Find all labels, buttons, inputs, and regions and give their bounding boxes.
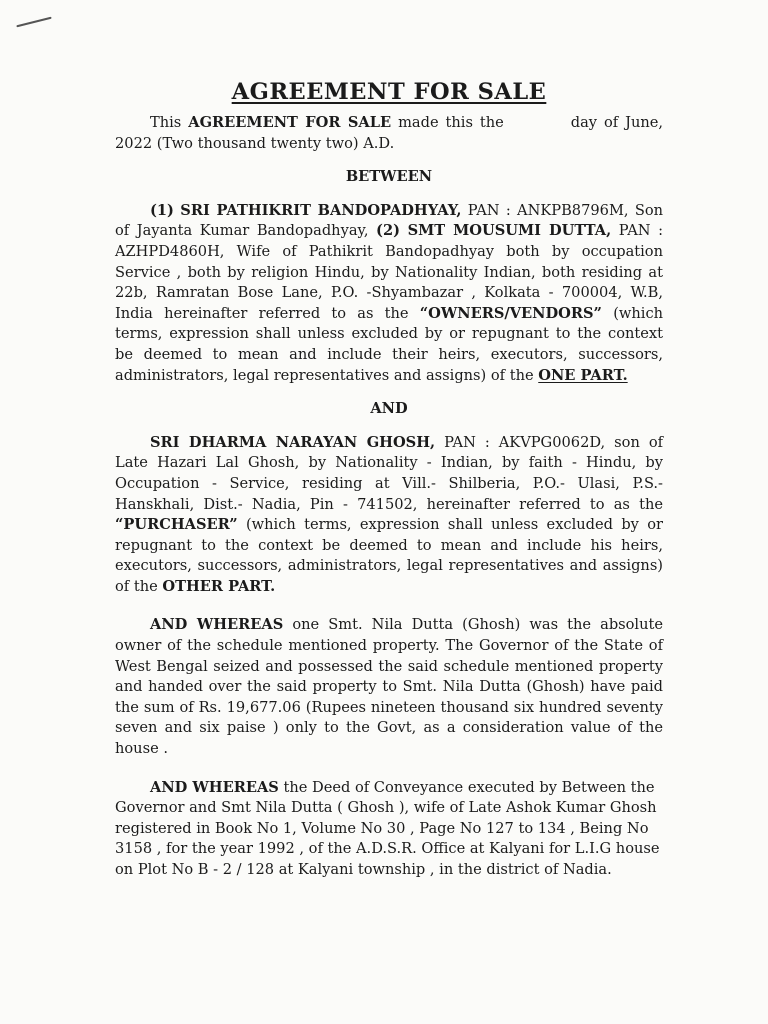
intro-made-phrase: made this the xyxy=(398,114,504,131)
party1-text1: PAN : ANKPB8796M, Son of Jayanta Kumar Bandopadhyay, xyxy=(115,201,664,240)
pen-stroke-mark xyxy=(16,17,51,28)
document-page xyxy=(115,78,663,881)
party1-text2: PAN : AZHPD4860H, Wife of Pathikrit Bandopadhyay both by occupation Service , both by religion Hindu, by Nationality Indian, both residing at 22b, Ramratan Bose Lane, P.O. -Shyambazar , Kolkata - 700004, W.B, India hereinafter referred to as the xyxy=(115,222,664,322)
party2-name: SRI DHARMA NARAYAN GHOSH, xyxy=(150,433,436,451)
whereas1-paragraph xyxy=(115,615,663,759)
party2-paragraph xyxy=(115,433,663,598)
intro-date-rest: day of June, 2022 (Two thousand twenty two) A.D. xyxy=(115,114,664,152)
party1-name1: SRI PATHIKRIT BANDOPADHYAY, xyxy=(180,201,462,219)
document-title: AGREEMENT FOR SALE xyxy=(231,79,547,105)
party1-name2: SMT MOUSUMI DUTTA, xyxy=(407,222,612,240)
between-heading: BETWEEN xyxy=(345,168,433,186)
intro-agreement-term: AGREEMENT FOR SALE xyxy=(188,114,392,131)
party2-role: “PURCHASER” xyxy=(115,516,238,534)
whereas1-text: one Smt. Nila Dutta (Ghosh) was the absolute owner of the schedule mentioned property. The Governor of the State of West Bengal seized and possessed the said schedule mentioned property and handed over the said property to Smt. Nila Dutta (Ghosh) have paid the sum of Rs. 19,677.06 (Rupees nineteen thousand six hundred seventy seven and six paise ) only to the Govt, as a consideration value of the house . xyxy=(115,616,664,758)
intro-this: This xyxy=(150,114,182,131)
whereas2-text: the Deed of Conveyance executed by Between the Governor and Smt Nila Dutta ( Ghosh ), wife of Late Ashok Kumar Ghosh registered in Book No 1, Volume No 30 , Page No 127 to 134 , Being No 3158 , for the year 1992 , of the A.D.S.R. Office at Kalyani for L.I.G house on Plot No B - 2 / 128 at Kalyani township , in the district of Nadia. xyxy=(115,778,660,878)
and-heading: AND xyxy=(370,400,408,418)
party1-part: ONE PART. xyxy=(538,366,628,384)
party1-text3: (which terms, expression shall unless excluded by or repugnant to the context be deemed to mean and include their heirs, executors, successors, administrators, legal representatives and assigns) of the xyxy=(115,304,664,384)
whereas2-lead: AND WHEREAS xyxy=(150,778,279,796)
party2-text2: (which terms, expression shall unless excluded by or repugnant to the context be deemed to mean and include his heirs, executors, successors, administrators, legal representatives and assigns) of the xyxy=(115,516,663,595)
party2-text1: PAN : AKVPG0062D, son of Late Hazari Lal Ghosh, by Nationality - Indian, by faith - Hindu, by Occupation - Service, residing at Vill.- Shilberia, P.O.- Ulasi, P.S.- Hanskhali, Dist.- Nadia, Pin - 741502, hereinafter referred to as the xyxy=(115,433,664,513)
whereas2-paragraph xyxy=(115,778,663,881)
party1-role: “OWNERS/VENDORS” xyxy=(419,304,602,322)
party1-num1: (1) xyxy=(150,201,174,219)
party1-paragraph xyxy=(115,201,663,386)
intro-paragraph xyxy=(115,113,663,154)
whereas1-lead: AND WHEREAS xyxy=(150,616,284,634)
party1-num2: (2) xyxy=(376,222,401,240)
party2-part: OTHER PART. xyxy=(162,577,276,595)
